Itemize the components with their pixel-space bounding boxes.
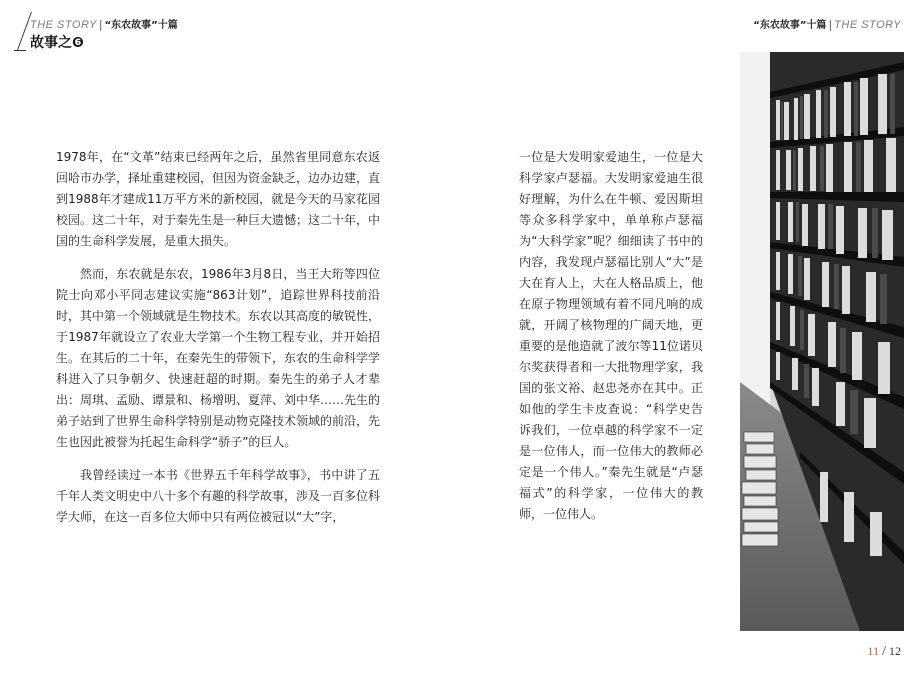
story-number: 故事之❻ — [30, 35, 84, 51]
header-corner-tick — [14, 50, 26, 51]
page-number — [868, 644, 901, 660]
header-right-en: THE STORY — [834, 19, 901, 31]
article-paragraph: 我曾经读过一本书《世界五千年科学故事》，书中讲了五千年人类文明史中八十多个有趣的科学故事，涉及一百多位科学大师，在这一百多位大师中只有两位被冠以“大”字， — [56, 468, 381, 524]
article-right-column — [519, 147, 703, 525]
header-right — [753, 16, 901, 31]
article-paragraph: 1978年，在“文革”结束已经两年之后，虽然省里同意东农返回哈市办学，择址重建校园，但因为资金缺乏，边办边建，直到1988年才建成11万平方米的新校园，就是今天的马家花园校园。这二十年，对于秦先生是一种巨大遗憾；这二十年，中国的生命科学发展，是重大损失。 — [56, 150, 381, 248]
article-left-column — [56, 147, 380, 540]
page-total: 12 — [889, 644, 901, 658]
header-left — [30, 16, 178, 31]
article-paragraph: 一位是大发明家爱迪生，一位是大科学家卢瑟福。大发明家爱迪生很好理解，为什么在牛顿、爱因斯坦等众多科学家中，单单称卢瑟福为“大科学家”呢？细细读了书中的内容，我发现卢瑟福比别人“大”是大在育人上，大在人格品质上，他在原子物理领域有着不同凡响的成就，开阔了核物理的广阔天地，更重要的是他造就了波尔等11位诺贝尔奖获得者和一大批物理学家，我国的张文裕、赵忠尧亦在其中。正如他的学生卡皮查说：“科学史告诉我们，一位卓越的科学家不一定是一位伟人，而一位伟大的教师必定是一个伟人。”秦先生就是“卢瑟福式”的科学家，一位伟大的教师，一位伟人。 — [519, 150, 703, 521]
page-separator: / — [882, 644, 886, 659]
article-paragraph: 然而，东农就是东农，1986年3月8日，当王大珩等四位院士向邓小平同志建议实施“863计划”，追踪世界科技前沿时，其中第一个领域就是生物技术。东农以其高度的敏锐性，于1987年就设立了农业大学第一个生物工程专业，并开始招生。在其后的二十年，在秦先生的带领下，东农的生命科学学科进入了只争朝夕、快速赶超的时期。秦先生的弟子人才辈出：周琪、孟励、谭景和、杨增明、夏萍、刘中华……先生的弟子站到了世界生命科学特别是动物克隆技术领域的前沿，先生也因此被誉为托起生命科学“骄子”的巨人。 — [56, 267, 381, 449]
bookshelf-photo — [740, 52, 904, 631]
header-left-cn: “东农故事”十篇 — [104, 20, 178, 31]
page-current: 11 — [867, 644, 880, 658]
header-left-en: THE STORY — [30, 19, 97, 31]
header-left-divider: | — [98, 18, 103, 31]
header-right-divider: | — [828, 18, 833, 31]
header-right-cn: “东农故事”十篇 — [753, 20, 827, 31]
